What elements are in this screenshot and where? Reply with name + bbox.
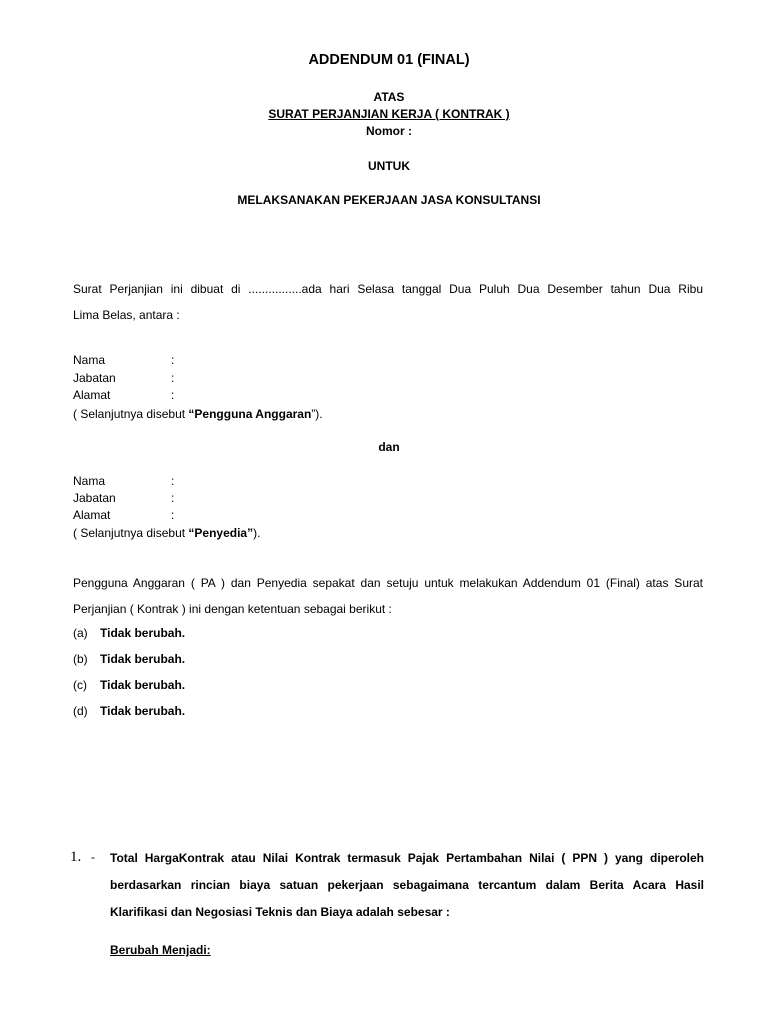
field-label: Alamat xyxy=(73,508,111,522)
field-label: Jabatan xyxy=(73,491,116,505)
field-colon: : xyxy=(171,388,175,402)
separator-dan: dan xyxy=(378,440,400,454)
party1-note-name: “Pengguna Anggaran xyxy=(188,407,312,421)
clause-line-3: Klarifikasi dan Negosiasi Teknis dan Biaya adalah sebesar : xyxy=(110,905,450,919)
agreement-line-1: Pengguna Anggaran ( PA ) dan Penyedia sepakat dan setuju untuk melakukan Addendum 01 (Final) atas Surat xyxy=(73,576,703,590)
subtitle-nomor: Nomor : xyxy=(366,124,412,138)
list-item-text: Tidak berubah. xyxy=(100,626,186,640)
list-item-marker: (c) xyxy=(73,678,87,692)
party2-note-name: “Penyedia” xyxy=(188,526,254,540)
clause-line-1: Total HargaKontrak atau Nilai Kontrak termasuk Pajak Pertambahan Nilai ( PPN ) yang diperoleh xyxy=(110,851,704,865)
agreement-line-2: Perjanjian ( Kontrak ) ini dengan ketentuan sebagai berikut : xyxy=(73,602,392,616)
clause-paragraph xyxy=(110,845,704,926)
agreement-paragraph xyxy=(73,570,703,622)
list-item-text: Tidak berubah. xyxy=(100,678,186,692)
party1-note xyxy=(73,407,323,421)
list-item-marker: (b) xyxy=(73,652,88,666)
field-colon: : xyxy=(171,371,175,385)
intro-line-1: Surat Perjanjian ini dibuat di ................ada hari Selasa tanggal Dua Puluh Dua Desember tahun Dua Ribu xyxy=(73,282,703,296)
party2-note xyxy=(73,526,260,540)
clause-dash: - xyxy=(91,850,95,864)
list-item-text: Tidak berubah. xyxy=(100,704,186,718)
intro-line-2: Lima Belas, antara : xyxy=(73,308,180,322)
party1-note-prefix: ( Selanjutnya disebut xyxy=(73,407,189,421)
subtitle-contract: SURAT PERJANJIAN KERJA ( KONTRAK ) xyxy=(268,107,510,121)
subtitle-purpose: MELAKSANAKAN PEKERJAAN JASA KONSULTANSI xyxy=(237,193,541,207)
field-label: Nama xyxy=(73,474,106,488)
field-label: Alamat xyxy=(73,388,111,402)
intro-paragraph xyxy=(73,276,703,328)
field-colon: : xyxy=(171,474,175,488)
field-label: Jabatan xyxy=(73,371,116,385)
document-title: ADDENDUM 01 (FINAL) xyxy=(308,52,470,68)
clause-number: 1. xyxy=(70,849,82,865)
subtitle-untuk: UNTUK xyxy=(368,159,410,173)
field-colon: : xyxy=(171,353,175,367)
list-item-marker: (d) xyxy=(73,704,88,718)
party2-note-suffix: ). xyxy=(253,526,261,540)
field-colon: : xyxy=(171,508,175,522)
clause-line-2: berdasarkan rincian biaya satuan pekerjaan sebagaimana tercantum dalam Berita Acara Hasil xyxy=(110,878,704,892)
field-colon: : xyxy=(171,491,175,505)
clause-subheading: Berubah Menjadi: xyxy=(110,943,211,957)
list-item-marker: (a) xyxy=(73,626,88,640)
party1-note-suffix: ”). xyxy=(311,407,323,421)
field-label: Nama xyxy=(73,353,106,367)
subtitle-atas: ATAS xyxy=(373,90,405,104)
list-item-text: Tidak berubah. xyxy=(100,652,186,666)
party2-note-prefix: ( Selanjutnya disebut xyxy=(73,526,189,540)
